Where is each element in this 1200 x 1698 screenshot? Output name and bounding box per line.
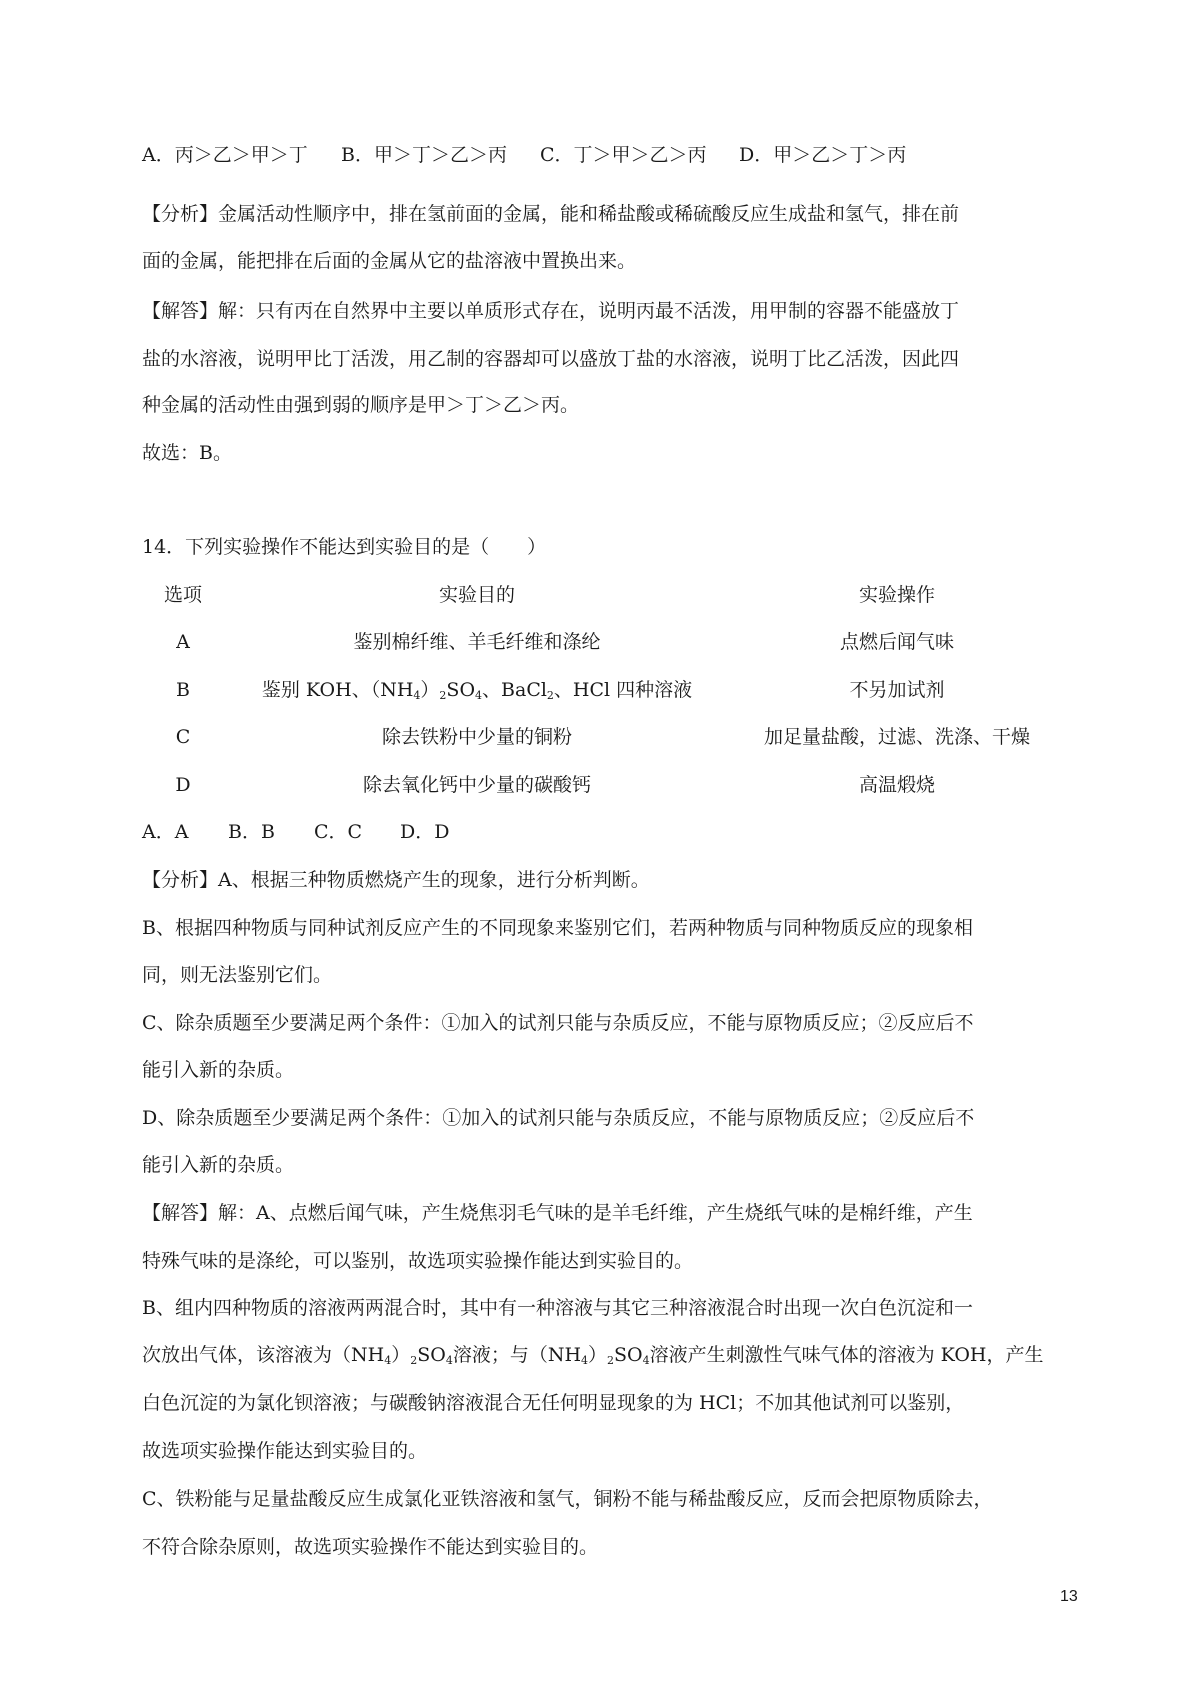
table-row-b-option: B bbox=[176, 679, 190, 701]
q14-analysis-line-2: B、根据四种物质与同种试剂反应产生的不同现象来鉴别它们，若两种物质与同种物质反应的现象相 bbox=[142, 917, 973, 939]
q14-option-d: D．D bbox=[400, 821, 450, 843]
q14-option-c: C．C bbox=[314, 821, 363, 843]
q14-answer-a-line-1: 【解答】解：A、点燃后闻气味，产生烧焦羽毛气味的是羊毛纤维，产生烧纸气味的是棉纤维，产生 bbox=[142, 1202, 973, 1224]
table-row-a-option: A bbox=[176, 631, 190, 653]
q14-answer-b-line-4: 故选项实验操作能达到实验目的。 bbox=[142, 1440, 428, 1462]
q14-option-a: A．A bbox=[142, 821, 189, 843]
table-row-c-option: C bbox=[175, 726, 191, 748]
table-row-d-purpose: 除去氧化钙中少量的碳酸钙 bbox=[362, 774, 592, 796]
q14-analysis-line-7: 能引入新的杂质。 bbox=[142, 1154, 295, 1176]
q14-answer-c-line-2: 不符合除杂原则，故选项实验操作不能达到实验目的。 bbox=[142, 1536, 599, 1558]
table-header-purpose: 实验目的 bbox=[438, 584, 516, 606]
q14-answer-b-line-3: 白色沉淀的为氯化钡溶液；与碳酸钠溶液混合无任何明显现象的为 HCl；不加其他试剂可以鉴别， bbox=[142, 1392, 965, 1414]
q14-answer-b-line-2: 次放出气体，该溶液为$(NH_4)_2SO_4$溶液；与$(NH_4)_2SO_4$溶液产生刺激性气味气体的溶液为 KOH，产生 bbox=[142, 1344, 1044, 1367]
q13-option-b: B．甲＞丁＞乙＞丙 bbox=[341, 144, 507, 166]
q13-answer-line-2: 盐的水溶液，说明甲比丁活泼，用乙制的容器却可以盛放丁盐的水溶液，说明丁比乙活泼，因此四 bbox=[142, 348, 960, 370]
table-header-option: 选项 bbox=[163, 584, 203, 606]
q14-analysis-line-1: 【分析】A、根据三种物质燃烧产生的现象，进行分析判断。 bbox=[142, 869, 650, 891]
q13-option-d: D．甲＞乙＞丁＞丙 bbox=[739, 144, 907, 166]
q14-answer-c-line-1: C、铁粉能与足量盐酸反应生成氯化亚铁溶液和氢气，铜粉不能与稀盐酸反应，反而会把原物质除去， bbox=[142, 1488, 993, 1510]
q14-options bbox=[142, 817, 449, 847]
q13-answer-line-3: 种金属的活动性由强到弱的顺序是甲＞丁＞乙＞丙。 bbox=[142, 394, 580, 416]
q14-analysis-line-5: 能引入新的杂质。 bbox=[142, 1059, 295, 1081]
q13-analysis-line-1: 【分析】金属活动性顺序中，排在氢前面的金属，能和稀盐酸或稀硫酸反应生成盐和氢气，排在前 bbox=[142, 203, 960, 225]
q13-option-c: C．丁＞甲＞乙＞丙 bbox=[540, 144, 707, 166]
q13-analysis-line-2: 面的金属，能把排在后面的金属从它的盐溶液中置换出来。 bbox=[142, 250, 637, 272]
table-row-c-purpose: 除去铁粉中少量的铜粉 bbox=[381, 726, 573, 748]
q13-option-a: A．丙＞乙＞甲＞丁 bbox=[142, 144, 308, 166]
q13-answer-line-1: 【解答】解：只有丙在自然界中主要以单质形式存在，说明丙最不活泼，用甲制的容器不能盛放丁 bbox=[142, 300, 960, 322]
table-row-a-operation: 点燃后闻气味 bbox=[839, 631, 955, 653]
table-row-c-operation: 加足量盐酸，过滤、洗涤、干燥 bbox=[763, 726, 1031, 748]
table-row-a-purpose: 鉴别棉纤维、羊毛纤维和涤纶 bbox=[353, 631, 601, 653]
q14-analysis-line-4: C、除杂质题至少要满足两个条件：①加入的试剂只能与杂质反应，不能与原物质反应；②反应后不 bbox=[142, 1012, 974, 1034]
table-row-d-option: D bbox=[175, 774, 191, 796]
q14-analysis-line-6: D、除杂质题至少要满足两个条件：①加入的试剂只能与杂质反应，不能与原物质反应；②反应后不 bbox=[142, 1107, 975, 1129]
page-number: 13 bbox=[1060, 1588, 1078, 1605]
table-row-d-operation: 高温煅烧 bbox=[858, 774, 936, 796]
table-row-b-purpose: 鉴别 KOH、$(NH_4)_2SO_4$、BaCl$_2$、HCl 四种溶液 bbox=[261, 679, 693, 702]
q13-choice: 故选：B。 bbox=[142, 442, 232, 464]
table-row-b-operation: 不另加试剂 bbox=[849, 679, 945, 701]
q13-options bbox=[142, 140, 906, 170]
table-header-operation: 实验操作 bbox=[858, 584, 936, 606]
q14-option-b: B．B bbox=[228, 821, 275, 843]
q14-answer-b-line-1: B、组内四种物质的溶液两两混合时，其中有一种溶液与其它三种溶液混合时出现一次白色沉淀和一 bbox=[142, 1297, 973, 1319]
q14-answer-a-line-2: 特殊气味的是涤纶，可以鉴别，故选项实验操作能达到实验目的。 bbox=[142, 1250, 694, 1272]
q14-stem: 14．下列实验操作不能达到实验目的是（ ） bbox=[142, 536, 547, 558]
q14-analysis-line-3: 同，则无法鉴别它们。 bbox=[142, 964, 333, 986]
